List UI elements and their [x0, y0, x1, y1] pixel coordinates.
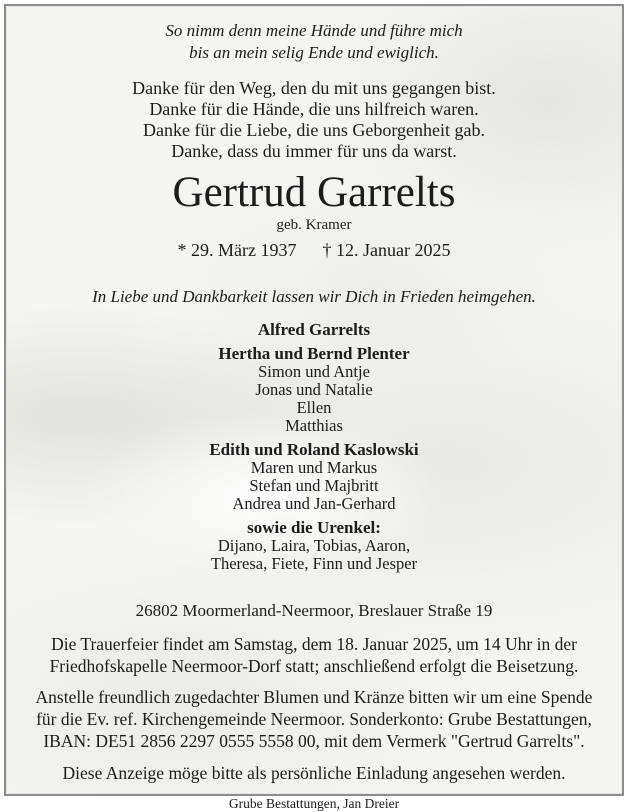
opening-verse: [6, 20, 622, 64]
mourner-line: Theresa, Fiete, Finn und Jesper: [210, 554, 418, 573]
thanks-line: Danke, dass du immer für uns da warst.: [171, 141, 457, 161]
mourner-line: Hertha und Bernd Plenter: [218, 344, 410, 363]
maiden-name: geb. Kramer: [276, 217, 352, 233]
birth-date: * 29. März 1937: [177, 240, 297, 260]
funeral-info-line: Die Trauerfeier findet am Samstag, dem 18. Januar 2025, um 14 Uhr in der: [51, 634, 577, 654]
verse-line: bis an mein selig Ende und ewiglich.: [189, 43, 439, 62]
funeral-info: [6, 633, 622, 677]
mourner-line: Ellen: [296, 398, 332, 417]
deceased-name: Gertrud Garrelts: [172, 169, 456, 216]
invitation-note: Diese Anzeige möge bitte als persönliche Einladung angesehen werden.: [62, 763, 566, 783]
mourner-line: sowie die Urenkel:: [247, 518, 381, 537]
mourner-line: Stefan und Majbritt: [249, 476, 379, 495]
verse-line: So nimm denn meine Hände und führe mich: [165, 21, 463, 40]
mourner-line: Andrea und Jan-Gerhard: [232, 494, 396, 513]
thanks-line: Danke für die Liebe, die uns Geborgenheit gab.: [142, 120, 486, 140]
donation-info: [6, 686, 622, 752]
mourner-line: Alfred Garrelts: [257, 320, 371, 339]
mourner-line: Simon und Antje: [258, 362, 370, 381]
mourner-line: Maren und Markus: [250, 458, 378, 477]
mourner-line: Jonas und Natalie: [255, 380, 373, 399]
obituary-notice: [4, 4, 624, 811]
address-line: 26802 Moormerland-Neermoor, Breslauer Straße 19: [135, 601, 493, 620]
mourner-line: Dijano, Laira, Tobias, Aaron,: [217, 536, 411, 555]
donation-info-line: IBAN: DE51 2856 2297 0555 5558 00, mit dem Vermerk "Gertrud Garrelts".: [43, 731, 585, 751]
donation-info-line: Anstelle freundlich zugedachter Blumen und Kränze bitten wir um eine Spende: [35, 687, 593, 707]
mourners-list: [6, 321, 622, 573]
death-date: † 12. Januar 2025: [322, 240, 451, 260]
funeral-info-line: Friedhofskapelle Neermoor-Dorf statt; anschließend erfolgt die Beisetzung.: [49, 656, 579, 676]
mourner-line: Edith und Roland Kaslowski: [209, 440, 419, 459]
thanks-line: Danke für die Hände, die uns hilfreich waren.: [149, 99, 479, 119]
mourner-line: Matthias: [285, 416, 343, 435]
farewell-line: In Liebe und Dankbarkeit lassen wir Dich in Frieden heimgehen.: [92, 287, 536, 306]
life-dates: [6, 239, 622, 261]
undertaker-credit: Grube Bestattungen, Jan Dreier: [228, 796, 400, 811]
thanks-line: Danke für den Weg, den du mit uns gegangen bist.: [132, 78, 496, 98]
donation-info-line: für die Ev. ref. Kirchengemeinde Neermoor. Sonderkonto: Grube Bestattungen,: [36, 709, 592, 729]
thanks-block: [6, 78, 622, 162]
